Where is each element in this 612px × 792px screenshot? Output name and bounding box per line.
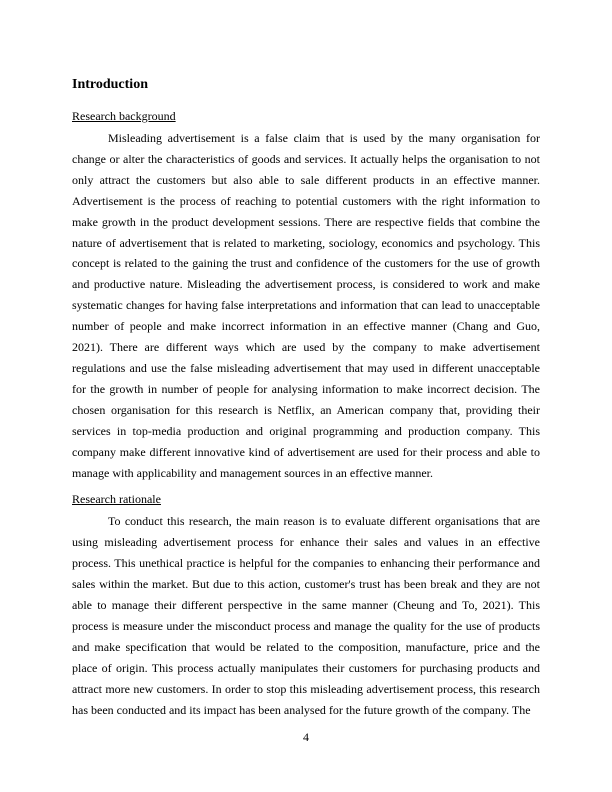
section-heading-research-background: Research background (72, 109, 176, 123)
page-body (72, 76, 540, 726)
paragraph-research-rationale: To conduct this research, the main reason is to evaluate different organisations that are using misleading advertisement process for enhance their sales and values in an effective process. This unethical practice is helpful for the companies to enhancing their performance and sales within the market. But due to this action, customer's trust has been break and they are not able to manage their different perspective in the same manner (Cheung and To, 2021). This process is measure under the misconduct process and manage the quality for the use of products and make specification that would be related to the composition, manufacture, price and the place of origin. This process actually manipulates their customers for purchasing products and attract more new customers. In order to stop this misleading advertisement process, this research has been conducted and its impact has been analysed for the future growth of the company. The (72, 514, 540, 717)
page-number: 4 (303, 730, 309, 744)
paragraph-research-background: Misleading advertisement is a false claim that is used by the many organisation for change or alter the characteristics of goods and services. It actually helps the organisation to not only attract the customers but also able to sale different products in an effective manner. Advertisement is the process of reaching to potential customers with the right information to make growth in the product development sessions. There are respective fields that combine the nature of advertisement that is related to marketing, sociology, economics and psychology. This concept is related to the gaining the trust and confidence of the customers for the use of growth and productive nature. Misleading the advertisement process, is considered to work and make systematic changes for having false interpretations and information that can lead to unacceptable number of people and make incorrect information in an effective manner (Chang and Guo, 2021). There are different ways which are used by the company to make advertisement regulations and use the false misleading advertisement that may used in different unacceptable for the growth in number of people for analysing information to make incorrect decision. The chosen organisation for this research is Netflix, an American company that, providing their services in top-media production and original programming and production company. This company make different innovative kind of advertisement are used for their process and able to manage with applicability and management sources in an effective manner. (72, 131, 540, 480)
page-title: Introduction (72, 77, 148, 92)
section-research-background (72, 106, 540, 483)
section-research-rationale (72, 489, 540, 720)
section-heading-research-rationale: Research rationale (72, 492, 161, 507)
